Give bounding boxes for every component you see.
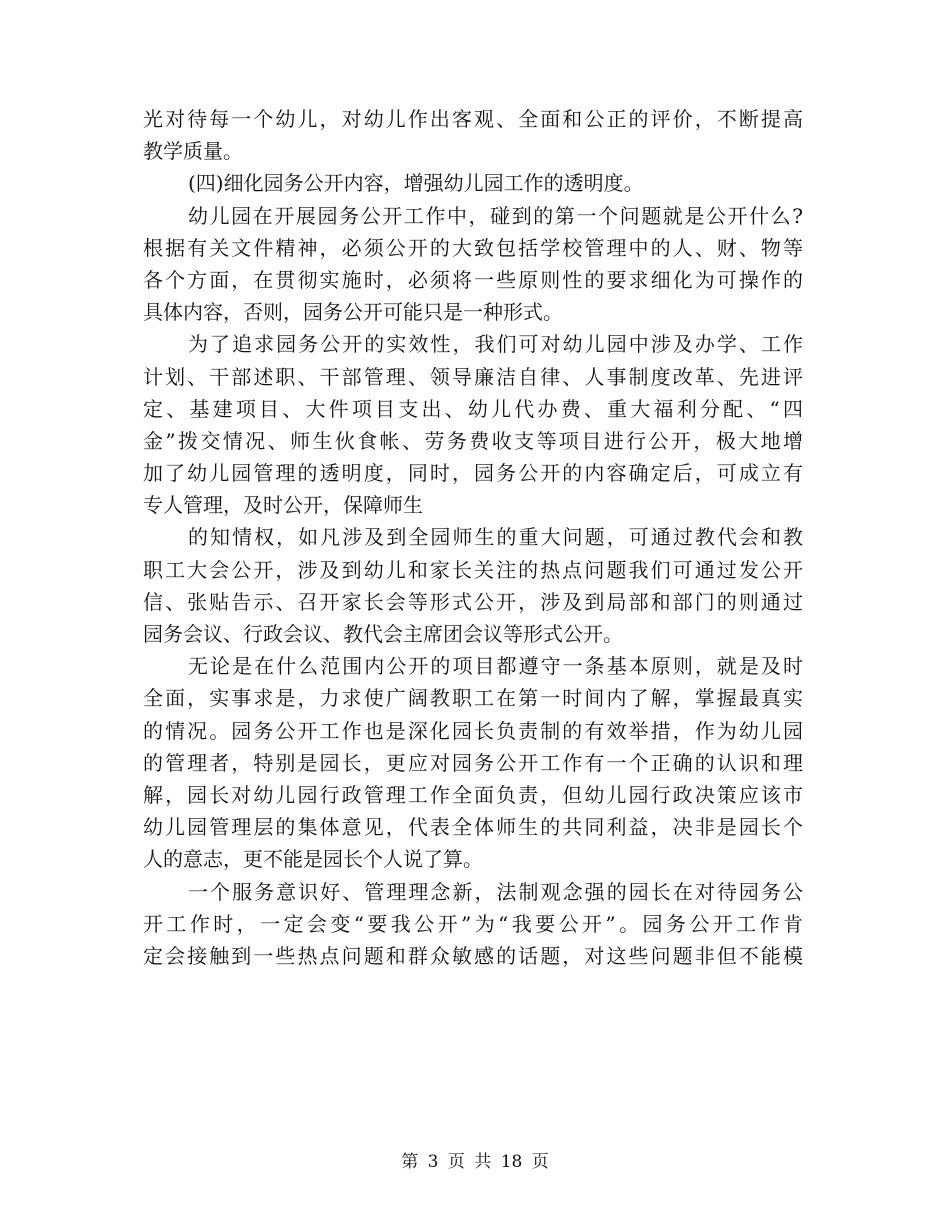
text-line: 专人管理，及时公开，保障师生 bbox=[143, 493, 423, 518]
text-line: 幼儿园管理层的集体意见，代表全体师生的共同利益，决非是园长个 bbox=[143, 815, 803, 840]
text-line: 光对待每一个幼儿，对幼儿作出客观、全面和公正的评价，不断提高 bbox=[143, 107, 803, 131]
text-line: 无论是在什么范围内公开的项目都遵守一条基本原则，就是及时 bbox=[188, 654, 803, 679]
text-line: 的知情权，如凡涉及到全园师生的重大问题，可通过教代会和教 bbox=[188, 525, 803, 550]
text-line: 人的意志，更不能是园长个人说了算。 bbox=[143, 847, 483, 872]
text-line: 一个服务意识好、管理理念新，法制观念强的园长在对待园务公 bbox=[188, 879, 803, 904]
text-line: 解，园长对幼儿园行政管理工作全面负责，但幼儿园行政决策应该市 bbox=[143, 782, 803, 807]
text-line: 教学质量。 bbox=[143, 139, 243, 164]
text-line: 开工作时，一定会变“要我公开”为“我要公开”。园务公开工作肯 bbox=[143, 911, 803, 936]
text-line: (四)细化园务公开内容，增强幼儿园工作的透明度。 bbox=[188, 171, 644, 196]
text-line: 计划、干部述职、干部管理、领导廉洁自律、人事制度改革、先进评 bbox=[143, 364, 803, 389]
document-body bbox=[143, 103, 803, 972]
text-line: 定、基建项目、大件项目支出、幼儿代办费、重大福利分配、“四 bbox=[143, 396, 803, 421]
text-line: 根据有关文件精神，必须公开的大致包括学校管理中的人、财、物等 bbox=[143, 235, 803, 260]
text-line: 全面，实事求是，力求使广阔教职工在第一时间内了解，掌握最真实 bbox=[143, 686, 803, 711]
text-line: 信、张贴告示、召开家长会等形式公开，涉及到局部和部门的则通过 bbox=[143, 589, 803, 614]
text-line: 定会接触到一些热点问题和群众敏感的话题，对这些问题非但不能模 bbox=[143, 943, 803, 968]
text-line: 幼儿园在开展园务公开工作中，碰到的第一个问题就是公开什么? bbox=[188, 203, 803, 228]
text-line: 为了追求园务公开的实效性，我们可对幼儿园中涉及办学、工作 bbox=[188, 332, 803, 357]
page-number-footer: 第 3 页 共 18 页 bbox=[401, 1152, 549, 1172]
text-line: 的管理者，特别是园长，更应对园务公开工作有一个正确的认识和理 bbox=[143, 750, 803, 775]
text-line: 加了幼儿园管理的透明度，同时，园务公开的内容确定后，可成立有 bbox=[143, 461, 803, 486]
text-line: 职工大会公开，涉及到幼儿和家长关注的热点问题我们可通过发公开 bbox=[143, 557, 803, 582]
text-line: 各个方面，在贯彻实施时，必须将一些原则性的要求细化为可操作的 bbox=[143, 267, 803, 292]
text-line: 金”拨交情况、师生伙食帐、劳务费收支等项目进行公开，极大地增 bbox=[143, 428, 803, 453]
text-line: 具体内容，否则，园务公开可能只是一种形式。 bbox=[143, 300, 563, 325]
text-line: 园务会议、行政会议、教代会主席团会议等形式公开。 bbox=[143, 622, 623, 646]
text-line: 的情况。园务公开工作也是深化园长负责制的有效举措，作为幼儿园 bbox=[143, 718, 803, 743]
